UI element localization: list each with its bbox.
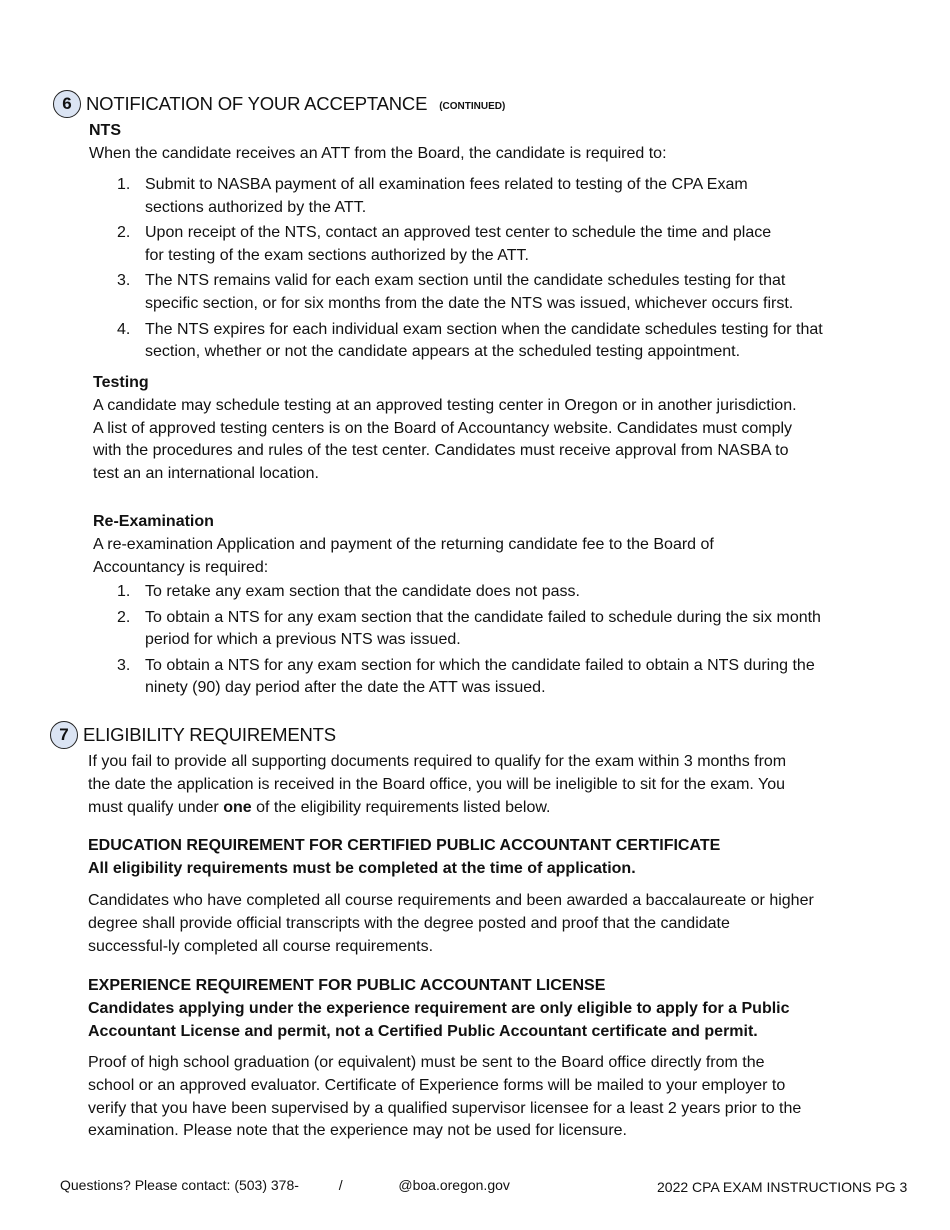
list-line: sections authorized by the ATT. (145, 198, 367, 216)
paragraph-line: A candidate may schedule testing at an approved testing center in Oregon or in another jurisdiction. (93, 396, 797, 414)
list-line: ninety (90) day period after the date the ATT was issued. (145, 679, 546, 697)
paragraph-line: Accountancy is required: (93, 558, 269, 576)
experience-paragraph (88, 1052, 801, 1143)
section-7-number-badge: 7 (50, 721, 78, 749)
list-line: The NTS remains valid for each exam section until the candidate schedules testing for that (145, 272, 786, 290)
list-number: 2. (117, 224, 131, 242)
experience-heading: EXPERIENCE REQUIREMENT FOR PUBLIC ACCOUNTANT LICENSE (88, 977, 606, 994)
paragraph-line: the date the application is received in the Board office, you will be ineligible to sit for the exam. You (88, 775, 786, 793)
paragraph-line: Proof of high school graduation (or equivalent) must be sent to the Board office directly from the (88, 1054, 765, 1071)
list-line: To obtain a NTS for any exam section that the candidate failed to schedule during the six month (145, 608, 821, 626)
experience-note-line: Accountant License and permit, not a Certified Public Accountant certificate and permit. (88, 1022, 758, 1040)
list-item (89, 270, 823, 315)
paragraph-line: degree shall provide official transcripts with the degree posted and proof that the candidate (88, 914, 730, 932)
paragraph-line: verify that you have been supervised by a qualified supervisor licensee for a least 2 years prior to the (88, 1099, 802, 1117)
list-line: period for which a previous NTS was issued. (145, 631, 461, 649)
list-number: 1. (117, 583, 131, 600)
nts-list (89, 174, 823, 364)
list-item (89, 607, 821, 652)
contact-slash: / (338, 1177, 343, 1193)
education-paragraph (88, 890, 814, 958)
list-number: 1. (117, 176, 131, 193)
paragraph-line: successful-ly completed all course requirements. (88, 937, 434, 955)
education-requirement (88, 835, 720, 881)
education-note: All eligibility requirements must be completed at the time of application. (88, 859, 636, 877)
nts-block (89, 120, 667, 166)
paragraph-line: A re-examination Application and payment of the returning candidate fee to the Board of (93, 535, 714, 553)
continued-label: (CONTINUED) (439, 100, 506, 112)
text-run: of the eligibility requirements listed below. (251, 798, 551, 816)
list-item (89, 222, 823, 267)
footer-contact (60, 1177, 510, 1193)
section-6-title: NOTIFICATION OF YOUR ACCEPTANCE (86, 93, 428, 114)
testing-block (93, 372, 797, 486)
reexam-list (89, 581, 821, 700)
paragraph-line: Candidates who have completed all course requirements and been awarded a baccalaureate or higher (88, 892, 814, 909)
contact-email-domain: @boa.oregon.gov (398, 1177, 510, 1193)
emphasis-one: one (223, 798, 252, 816)
list-item (89, 581, 821, 604)
paragraph-line (88, 797, 786, 820)
list-number: 2. (117, 608, 131, 626)
list-number: 3. (117, 272, 131, 290)
nts-intro: When the candidate receives an ATT from the Board, the candidate is required to: (89, 144, 667, 162)
section-6-header (53, 90, 505, 118)
list-item (89, 319, 823, 364)
list-line: section, whether or not the candidate appears at the scheduled testing appointment. (145, 343, 741, 361)
paragraph-line: examination. Please note that the experience may not be used for licensure. (88, 1122, 627, 1140)
experience-note-line: Candidates applying under the experience requirement are only eligible to apply for a Public (88, 999, 790, 1017)
paragraph-line: school or an approved evaluator. Certificate of Experience forms will be mailed to your employer to (88, 1076, 786, 1094)
reexam-block (93, 511, 714, 579)
nts-heading: NTS (89, 122, 121, 139)
list-line: To obtain a NTS for any exam section for which the candidate failed to obtain a NTS during the (145, 656, 815, 674)
contact-label: Questions? Please contact: (503) 378- (60, 1177, 299, 1193)
eligibility-intro (88, 751, 786, 819)
section-7-title: ELIGIBILITY REQUIREMENTS (83, 724, 336, 745)
list-line: Upon receipt of the NTS, contact an approved test center to schedule the time and place (145, 224, 772, 242)
education-heading: EDUCATION REQUIREMENT FOR CERTIFIED PUBLIC ACCOUNTANT CERTIFICATE (88, 837, 721, 854)
list-line: To retake any exam section that the candidate does not pass. (145, 583, 580, 600)
list-item (89, 655, 821, 700)
list-item (89, 174, 823, 219)
experience-requirement (88, 975, 790, 1043)
list-line: The NTS expires for each individual exam section when the candidate schedules testing for that (145, 320, 823, 338)
paragraph-line: test an an international location. (93, 465, 319, 483)
list-number: 4. (117, 320, 131, 338)
section-7-header (50, 721, 336, 749)
paragraph-line: A list of approved testing centers is on the Board of Accountancy website. Candidates must comply (93, 419, 793, 437)
footer-page-label: 2022 CPA EXAM INSTRUCTIONS PG 3 (657, 1179, 908, 1195)
paragraph-line: If you fail to provide all supporting documents required to qualify for the exam within 3 months from (88, 753, 787, 770)
list-number: 3. (117, 656, 131, 674)
testing-heading: Testing (93, 374, 149, 391)
list-line: Submit to NASBA payment of all examination fees related to testing of the CPA Exam (145, 176, 748, 193)
list-line: for testing of the exam sections authorized by the ATT. (145, 246, 529, 264)
reexam-heading: Re-Examination (93, 513, 214, 530)
list-line: specific section, or for six months from the date the NTS was issued, whichever occurs first. (145, 294, 794, 312)
paragraph-line: with the procedures and rules of the test center. Candidates must receive approval from NASBA to (93, 442, 789, 460)
section-6-number-badge: 6 (53, 90, 81, 118)
text-run: must qualify under (88, 798, 224, 816)
